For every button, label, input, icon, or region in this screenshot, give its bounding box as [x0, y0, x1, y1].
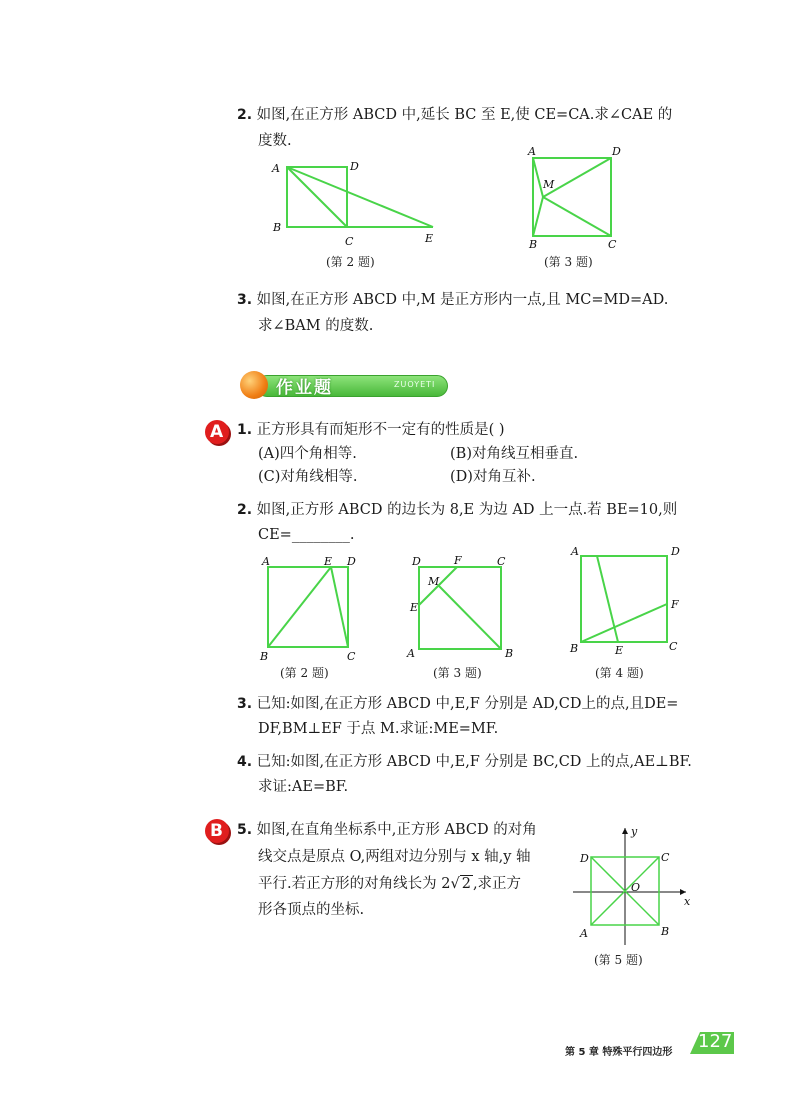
- label-C: C: [497, 555, 506, 568]
- label-D: D: [580, 852, 589, 865]
- label-F: F: [671, 598, 679, 611]
- question-text: 已知:如图,在正方形 ABCD 中,E,F 分别是 AD,CD上的点,且DE=: [256, 696, 679, 712]
- option-b: (B)对角线互相垂直.: [450, 446, 579, 462]
- question-text: 如图,正方形 ABCD 的边长为 8,E 为边 AD 上一点.若 BE=10,则: [256, 502, 678, 518]
- label-C: C: [669, 640, 678, 653]
- option-a: (A)四个角相等.: [258, 446, 357, 462]
- question-text: 正方形具有而矩形不一定有的性质是( ): [256, 422, 505, 438]
- chapter-footer: 第 5 章 特殊平行四边形: [565, 1047, 673, 1058]
- question-3-line2: 求∠BAM 的度数.: [258, 318, 374, 334]
- figure-caption: (第 2 题): [326, 255, 375, 269]
- label-C: C: [661, 851, 670, 864]
- question-text: 如图,在正方形 ABCD 中,M 是正方形内一点,且 MC=MD=AD.: [256, 292, 669, 308]
- label-E: E: [410, 601, 419, 614]
- question-3a-line2: DF,BM⊥EF 于点 M.求证:ME=MF.: [258, 721, 499, 737]
- label-B: B: [529, 238, 538, 251]
- question-text: 如图,在直角坐标系中,正方形 ABCD 的对角: [256, 822, 537, 838]
- banner-subtitle: ZUOYETI: [394, 380, 436, 389]
- label-E: E: [324, 555, 333, 568]
- option-c: (C)对角线相等.: [258, 469, 358, 485]
- question-text: 如图,在正方形 ABCD 中,延长 BC 至 E,使 CE=CA.求∠CAE 的: [256, 107, 673, 123]
- label-C: C: [347, 650, 356, 663]
- label-A: A: [571, 545, 579, 558]
- label-M: M: [428, 575, 440, 588]
- label-D: D: [347, 555, 356, 568]
- label-A: A: [580, 927, 588, 940]
- figure-caption: (第 5 题): [594, 953, 643, 967]
- label-B: B: [260, 650, 269, 663]
- label-B: B: [661, 925, 670, 938]
- question-text: 已知:如图,在正方形 ABCD 中,E,F 分别是 BC,CD 上的点,AE⊥BF.: [256, 754, 692, 770]
- label-O: O: [631, 881, 641, 894]
- label-B: B: [273, 221, 282, 234]
- question-number: 3.: [237, 292, 253, 308]
- label-E: E: [425, 232, 434, 245]
- question-number: 4.: [237, 754, 253, 770]
- question-number: 2.: [237, 502, 253, 518]
- question-text: ,求正方: [472, 876, 522, 892]
- label-A: A: [272, 162, 280, 175]
- label-D: D: [612, 145, 621, 158]
- question-number: 1.: [237, 422, 253, 438]
- badge-letter: A: [210, 422, 224, 442]
- label-M: M: [543, 178, 555, 191]
- figure-caption: (第 2 题): [280, 666, 329, 680]
- label-A: A: [262, 555, 270, 568]
- sqrt-radicand: 2: [461, 876, 471, 892]
- label-B: B: [505, 647, 514, 660]
- label-A: A: [528, 145, 536, 158]
- label-D: D: [350, 160, 359, 173]
- label-C: C: [608, 238, 617, 251]
- option-d: (D)对角互补.: [450, 469, 536, 485]
- label-D: D: [671, 545, 680, 558]
- question-number: 3.: [237, 696, 253, 712]
- sqrt-symbol: √: [450, 876, 460, 892]
- question-text: 平行.若正方形的对角线长为 2: [258, 876, 451, 892]
- label-E: E: [615, 644, 624, 657]
- question-2-line2: 度数.: [258, 133, 292, 149]
- question-5-line4: 形各顶点的坐标.: [258, 902, 365, 918]
- label-x: x: [684, 895, 691, 908]
- question-2a-line2: CE=________.: [258, 527, 355, 543]
- label-D: D: [412, 555, 421, 568]
- label-A: A: [407, 647, 415, 660]
- question-number: 5.: [237, 822, 253, 838]
- question-4a-line2: 求证:AE=BF.: [258, 779, 349, 795]
- label-C: C: [345, 235, 354, 248]
- page-number: 127: [698, 1031, 733, 1052]
- label-B: B: [570, 642, 579, 655]
- figure-caption: (第 3 题): [433, 666, 482, 680]
- question-number: 2.: [237, 107, 253, 123]
- label-F: F: [454, 554, 462, 567]
- question-5-line2: 线交点是原点 O,两组对边分别与 x 轴,y 轴: [258, 849, 531, 865]
- figure-caption: (第 3 题): [544, 255, 593, 269]
- page-number-badge: [690, 1032, 734, 1054]
- banner-title: 作业题: [276, 378, 333, 398]
- figure-caption: (第 4 题): [595, 666, 644, 680]
- badge-letter: B: [210, 821, 223, 841]
- label-y: y: [631, 825, 638, 838]
